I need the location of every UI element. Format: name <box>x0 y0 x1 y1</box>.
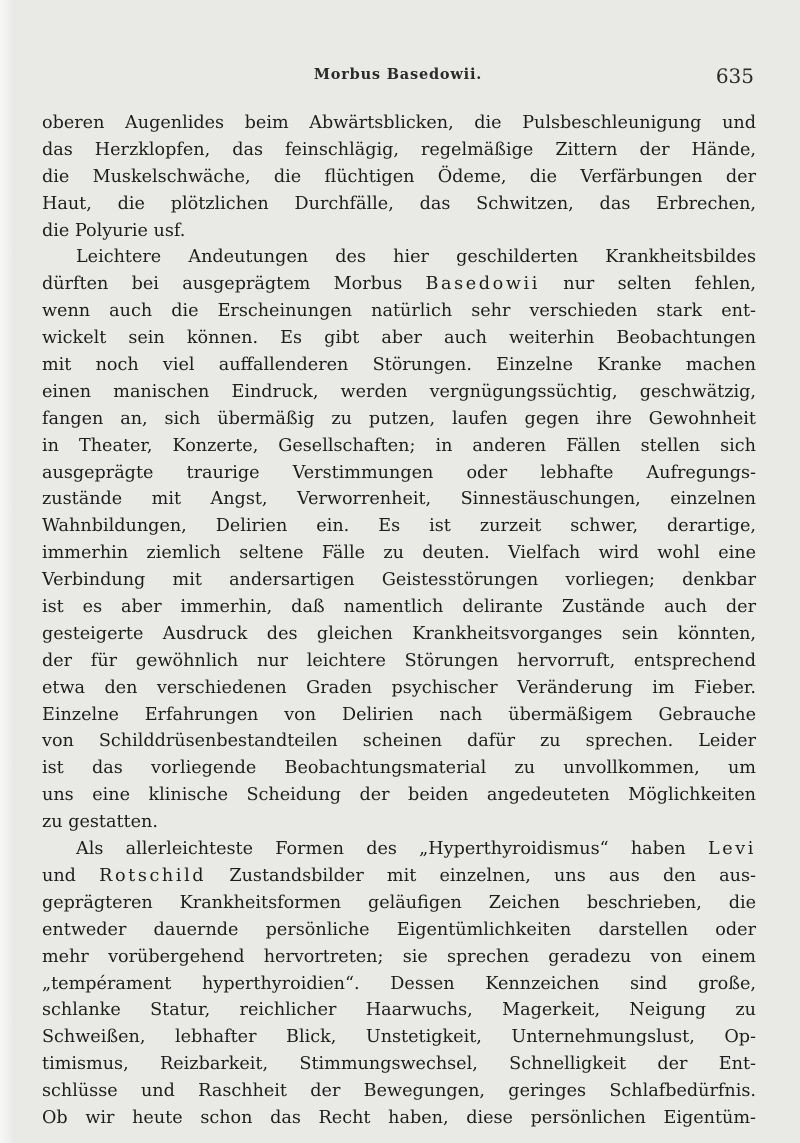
text-line: von Schilddrüsenbestandteilen scheinen dafür zu sprechen. Leider <box>42 731 756 752</box>
text-line: geprägteren Krankheitsformen geläufigen Zeichen beschrieben, die <box>42 892 756 913</box>
text-line: Leichtere Andeutungen des hier geschilderten Krankheitsbildes <box>76 247 756 268</box>
text-line: das Herzklopfen, das feinschlägig, regelmäßige Zittern der Hände, <box>42 139 756 160</box>
text-line: wickelt sein können. Es gibt aber auch weiterhin Beobachtungen <box>42 328 756 349</box>
text-line: und Rotschild Zustandsbilder mit einzelnen, uns aus den aus- <box>42 865 756 886</box>
spaced-name: Basedowii <box>425 274 540 295</box>
text-line: schlanke Statur, reichlicher Haarwuchs, Magerkeit, Neigung zu <box>42 1000 756 1021</box>
text-line: ist das vorliegende Beobachtungsmaterial zu unvollkommen, um <box>42 758 756 779</box>
text-line: ausgeprägte traurige Verstimmungen oder lebhafte Aufregungs- <box>42 462 756 483</box>
text-line: Verbindung mit andersartigen Geistesstörungen vorliegen; denkbar <box>42 570 756 591</box>
text-line: Haut, die plötzlichen Durchfälle, das Schwitzen, das Erbrechen, <box>42 193 756 214</box>
text-line: Schweißen, lebhafter Blick, Unstetigkeit, Unternehmungslust, Op- <box>42 1027 756 1048</box>
text-line: timismus, Reizbarkeit, Stimmungswechsel, Schnelligkeit der Ent- <box>42 1054 756 1075</box>
text-line: Ob wir heute schon das Recht haben, diese persönlichen Eigentüm- <box>42 1107 756 1128</box>
text-line: mehr vorübergehend hervortreten; sie sprechen geradezu von einem <box>42 946 756 967</box>
running-title: Morbus Basedowii. <box>313 66 483 83</box>
text-line: die Muskelschwäche, die flüchtigen Ödeme, die Verfärbungen der <box>42 166 756 187</box>
text-line: der für gewöhnlich nur leichtere Störungen hervorruft, entsprechend <box>42 650 756 671</box>
text-line: ist es aber immerhin, daß namentlich delirante Zustände auch der <box>42 597 756 618</box>
text-line: dürften bei ausgeprägtem Morbus Basedowii nur selten fehlen, <box>42 274 756 295</box>
text-line: entweder dauernde persönliche Eigentümlichkeiten darstellen oder <box>42 919 756 940</box>
text-line: etwa den verschiedenen Graden psychischer Veränderung im Fieber. <box>42 677 756 698</box>
text-line: immerhin ziemlich seltene Fälle zu deuten. Vielfach wird wohl eine <box>42 543 756 564</box>
text-line: Als allerleichteste Formen des „Hyperthyroidismus“ haben Levi <box>76 839 756 860</box>
text-line: Einzelne Erfahrungen von Delirien nach übermäßigem Gebrauche <box>42 704 756 725</box>
text-line: „tempérament hyperthyroidien“. Dessen Kennzeichen sind große, <box>42 973 756 994</box>
text-line: oberen Augenlides beim Abwärtsblicken, die Pulsbeschleunigung und <box>42 113 756 133</box>
text-line: zustände mit Angst, Verworrenheit, Sinnestäuschungen, einzelnen <box>42 489 756 510</box>
text-line: zu gestatten. <box>42 812 158 833</box>
text-line: fangen an, sich übermäßig zu putzen, laufen gegen ihre Gewohnheit <box>42 408 756 429</box>
text-line: schlüsse und Raschheit der Bewegungen, geringes Schlafbedürfnis. <box>42 1081 756 1102</box>
text-line: mit noch viel auffallenderen Störungen. Einzelne Kranke machen <box>42 355 756 376</box>
text-line: in Theater, Konzerte, Gesellschaften; in anderen Fällen stellen sich <box>42 435 756 456</box>
text-line: uns eine klinische Scheidung der beiden angedeuteten Möglichkeiten <box>42 785 756 806</box>
text-line: gesteigerte Ausdruck des gleichen Krankheitsvorganges sein könnten, <box>42 623 756 644</box>
page-number: 635 <box>715 64 754 88</box>
text-line: einen manischen Eindruck, werden vergnügungssüchtig, geschwätzig, <box>42 381 756 402</box>
text-line: wenn auch die Erscheinungen natürlich sehr verschieden stark ent- <box>42 301 756 322</box>
spaced-name: Levi <box>707 839 756 860</box>
spaced-name: Rotschild <box>99 865 207 886</box>
page-edge <box>0 0 12 1143</box>
body-text <box>42 110 756 1132</box>
text-line: Wahnbildungen, Delirien ein. Es ist zurzeit schwer, derartige, <box>42 516 756 537</box>
running-header <box>42 62 754 92</box>
text-line: die Polyurie usf. <box>42 220 186 241</box>
